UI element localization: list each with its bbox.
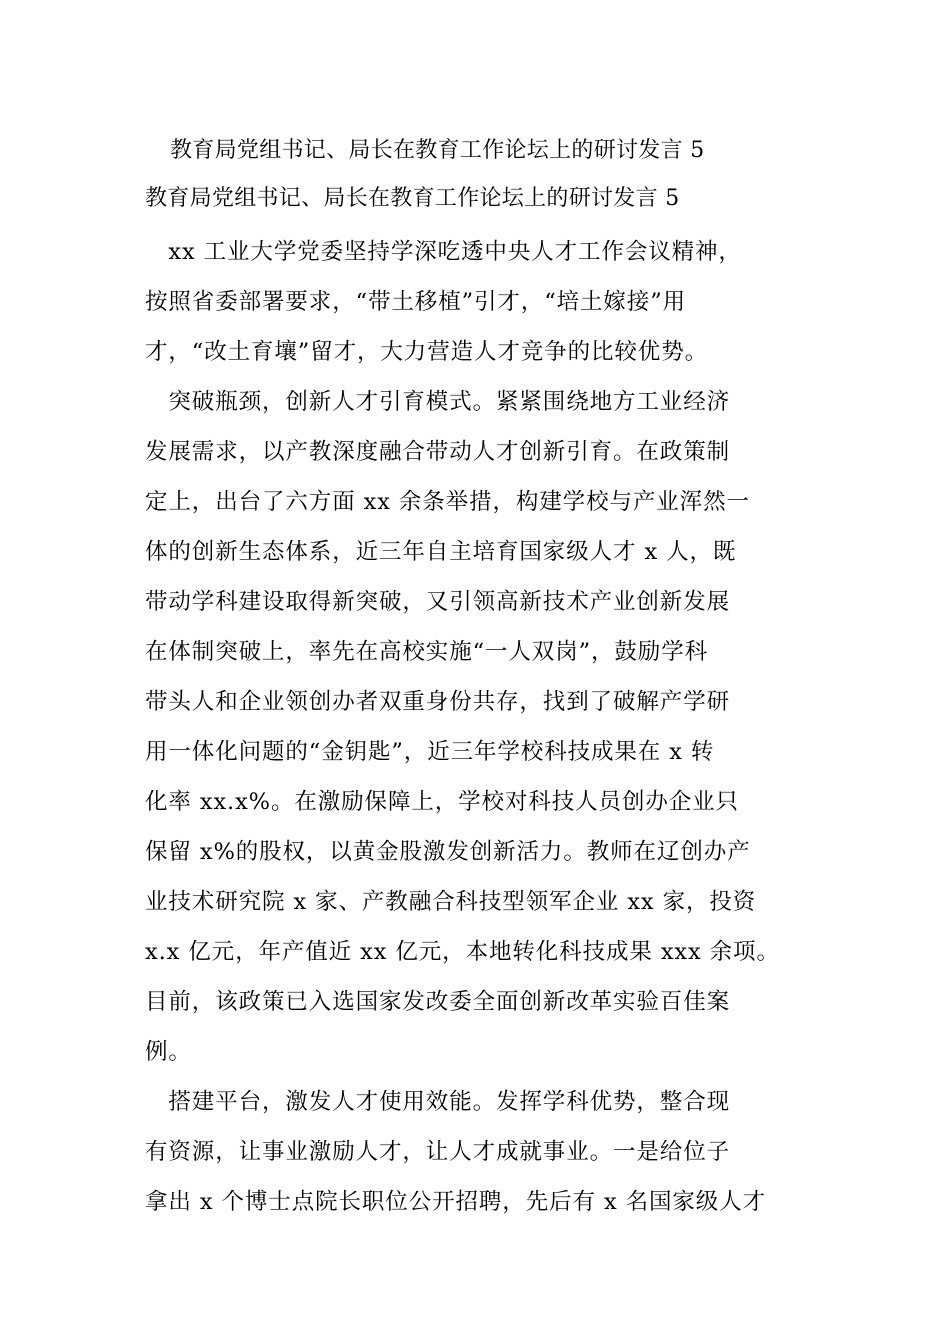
text-line: 搭建平台，激发人才使用效能。发挥学科优势，整合现	[145, 1089, 731, 1115]
text-line: 带头人和企业领创办者双重身份共存，找到了破解产学研	[145, 689, 731, 715]
text-line: 目前，该政策已入选国家发改委全面创新改革实验百佳案	[145, 989, 731, 1015]
text-line: 保留 x%的股权，以黄金股激发创新活力。教师在辽创办产	[145, 839, 751, 865]
text-line: 在体制突破上，率先在高校实施“一人双岗”，鼓励学科	[145, 639, 709, 665]
document-title-repeat: 教育局党组书记、局长在教育工作论坛上的研讨发言 5	[145, 186, 680, 211]
text-line: 体的创新生态体系，近三年自主培育国家级人才 x 人，既	[145, 539, 737, 565]
text-line: 用一体化问题的“金钥匙”，近三年学校科技成果在 x 转	[145, 739, 715, 765]
text-line: 定上，出台了六方面 xx 余条举措，构建学校与产业浑然一	[145, 489, 750, 515]
text-line: xx 工业大学党委坚持学深吃透中央人才工作会议精神，	[145, 239, 742, 265]
text-line: 发展需求，以产教深度融合带动人才创新引育。在政策制	[145, 439, 731, 465]
text-line: 化率 xx.x%。在激励保障上，学校对科技人员创办企业只	[145, 789, 739, 815]
text-line: 才，“改土育壤”留才，大力营造人才竞争的比较优势。	[145, 339, 709, 365]
text-line: 带动学科建设取得新突破，又引领高新技术产业创新发展	[145, 589, 731, 615]
text-line: x.x 亿元，年产值近 xx 亿元，本地转化科技成果 xxx 余项。	[145, 939, 780, 965]
document-title: 教育局党组书记、局长在教育工作论坛上的研讨发言 5	[170, 138, 705, 163]
text-line: 有资源，让事业激励人才，让人才成就事业。一是给位子	[145, 1139, 731, 1165]
text-line: 拿出 x 个博士点院长职位公开招聘，先后有 x 名国家级人才	[145, 1189, 766, 1215]
text-line: 业技术研究院 x 家、产教融合科技型领军企业 xx 家，投资	[145, 889, 757, 915]
text-line: 突破瓶颈，创新人才引育模式。紧紧围绕地方工业经济	[145, 389, 731, 415]
text-line: 按照省委部署要求，“带土移植”引才，“培土嫁接”用	[145, 289, 687, 315]
text-line: 例。	[145, 1039, 192, 1065]
